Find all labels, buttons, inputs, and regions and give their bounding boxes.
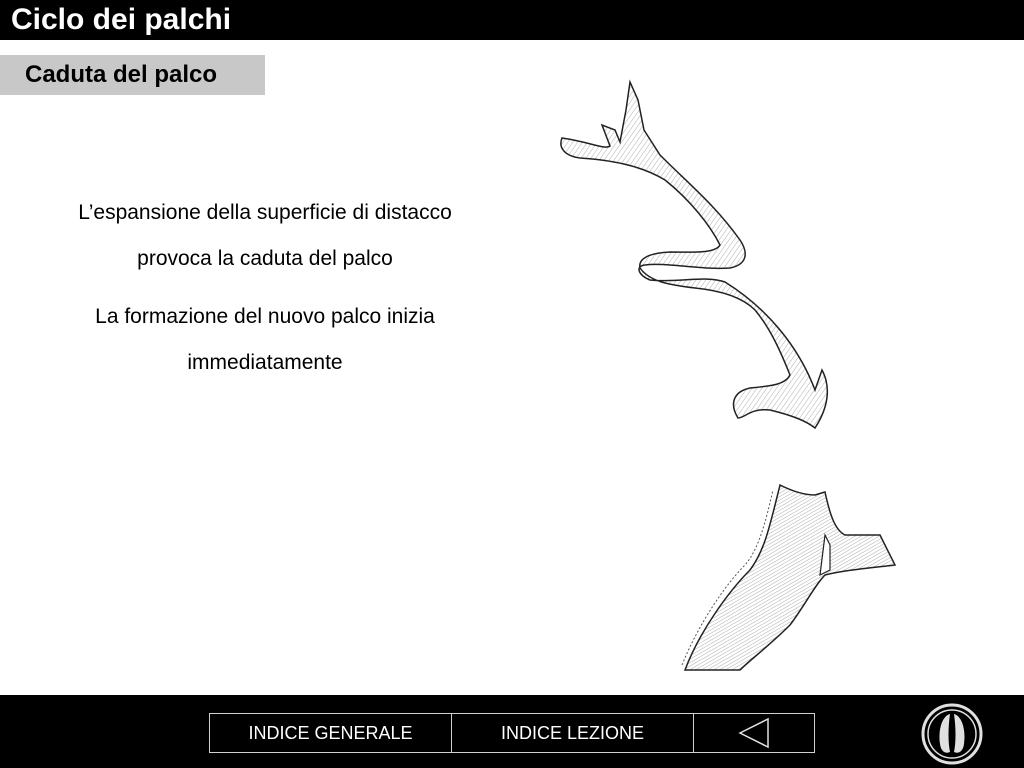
triangle-left-icon [737,717,771,749]
lesson-index-button[interactable]: INDICE LEZIONE [452,714,694,752]
shed-antler-shape [561,82,827,428]
content-paragraph-1: L’espansione della superficie di distacco provoca la caduta del palco [78,201,452,270]
pedicle-shape [685,485,895,670]
general-index-button[interactable]: INDICE GENERALE [210,714,452,752]
back-button[interactable] [694,714,814,752]
content-text [40,190,490,398]
content-paragraph-2: La formazione del nuovo palco inizia immediatamente [95,305,435,374]
title-bar [0,0,1024,40]
hoofprint-icon[interactable] [920,702,984,766]
section-subtitle: Caduta del palco [25,61,218,88]
section-subtitle-box [0,55,265,95]
antler-illustration [540,70,920,680]
page-title: Ciclo dei palchi [11,3,232,36]
footer-navigation [209,713,815,753]
